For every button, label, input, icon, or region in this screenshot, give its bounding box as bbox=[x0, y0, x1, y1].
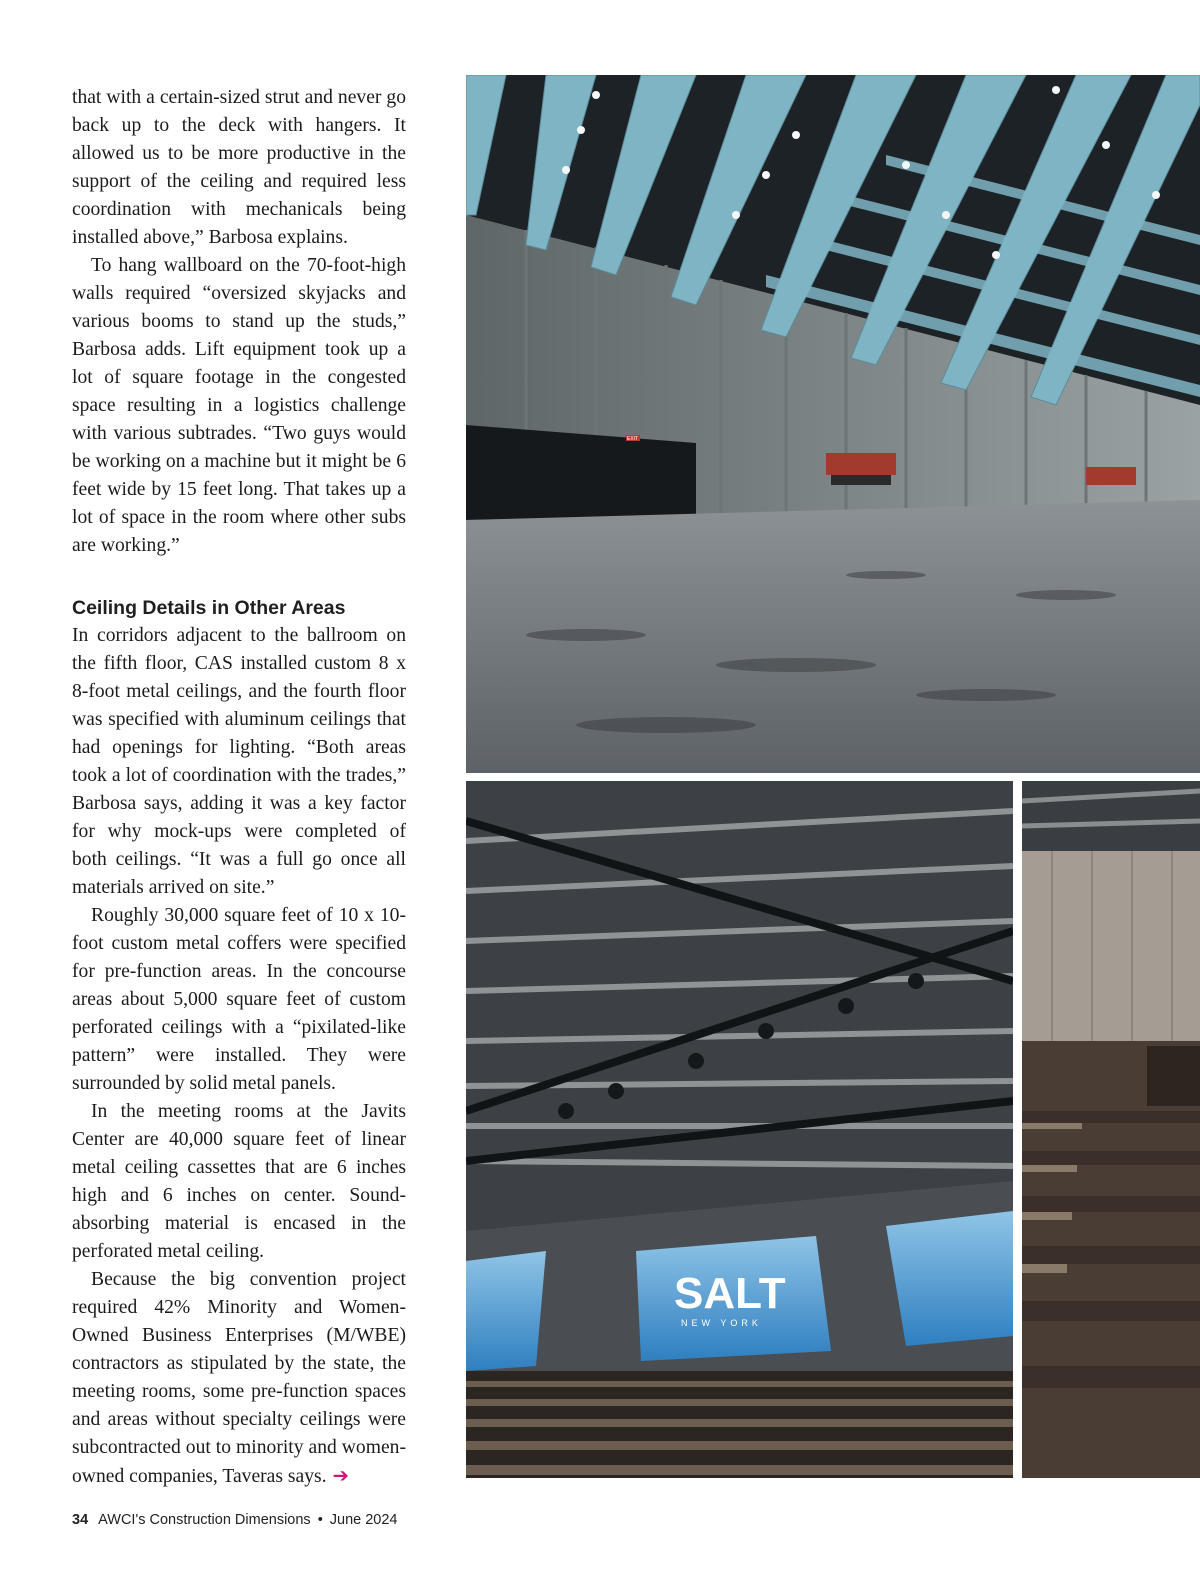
paragraph-4: Roughly 30,000 square feet of 10 x 10-foot custom metal coffers were specified for pre-function areas. In the concourse areas about 5,000 square feet of custom perforated ceilings with a “pixilated-like pattern” were installed. They were surrounded by solid metal panels. bbox=[72, 905, 406, 1094]
footer-separator: • bbox=[317, 1512, 323, 1528]
stage-photo-illustration bbox=[466, 781, 1013, 1478]
paragraph-5: In the meeting rooms at the Javits Center are 40,000 square feet of linear metal ceiling cassettes that are 6 inches high and 6 inches on center. Sound-absorbing material is encased in the perforated metal ceiling. bbox=[72, 1101, 406, 1262]
stage-title: SALT bbox=[674, 1269, 786, 1318]
continue-arrow-icon[interactable]: ➔ bbox=[332, 1464, 349, 1487]
paragraph-3: In corridors adjacent to the ballroom on the fifth floor, CAS installed custom 8 x 8-foot metal ceilings, and the fourth floor was specified with aluminum ceilings that had openings for lighting. “Both areas took a lot of coordination with the trades,” Barbosa says, adding it was a key factor for why mock-ups were completed of both ceilings. “It was a full go once all materials arrived on site.” bbox=[72, 625, 406, 898]
page-number: 34 bbox=[72, 1512, 89, 1528]
paragraph-1: that with a certain-sized strut and never go back up to the deck with hangers. It allowed us to be more productive in the support of the ceiling and required less coordination with mechanicals being installed above,” Barbosa explains. bbox=[72, 87, 406, 248]
stage-subtitle: NEW YORK bbox=[681, 1318, 762, 1328]
ballroom-photo bbox=[466, 75, 1200, 773]
ballroom-photo-illustration bbox=[466, 75, 1200, 773]
meeting-room-photo bbox=[1022, 781, 1200, 1478]
subheading: Ceiling Details in Other Areas bbox=[72, 597, 346, 619]
exit-sign-text: EXIT bbox=[627, 436, 639, 442]
paragraph-2: To hang wallboard on the 70-foot-high walls required “oversized skyjacks and various booms to stand up the studs,” Barbosa adds. Lift equipment took up a lot of square footage in the congested space resulting in a logistics challenge with various subtrades. “Two guys would be working on a machine but it might be 6 feet wide by 15 feet long. That takes up a lot of space in the room where other subs are working.” bbox=[72, 255, 406, 556]
paragraph-6 bbox=[72, 1266, 406, 1491]
publication-name: AWCI's Construction Dimensions bbox=[98, 1512, 311, 1528]
article-column bbox=[72, 84, 406, 1491]
stage-photo bbox=[466, 781, 1013, 1478]
scissor-lift-far bbox=[1086, 467, 1136, 485]
page-footer bbox=[72, 1512, 398, 1528]
meeting-room-photo-illustration bbox=[1022, 781, 1200, 1478]
scissor-lift bbox=[826, 453, 896, 475]
paragraph-6-text: Because the big convention project required 42% Minority and Women-Owned Business Enterprises (M/WBE) contractors as stipulated by the state, the meeting rooms, some pre-function spaces and areas without specialty ceilings were subcontracted out to minority and women-owned companies, Taveras says. bbox=[72, 1269, 406, 1487]
issue-date: June 2024 bbox=[329, 1512, 398, 1528]
